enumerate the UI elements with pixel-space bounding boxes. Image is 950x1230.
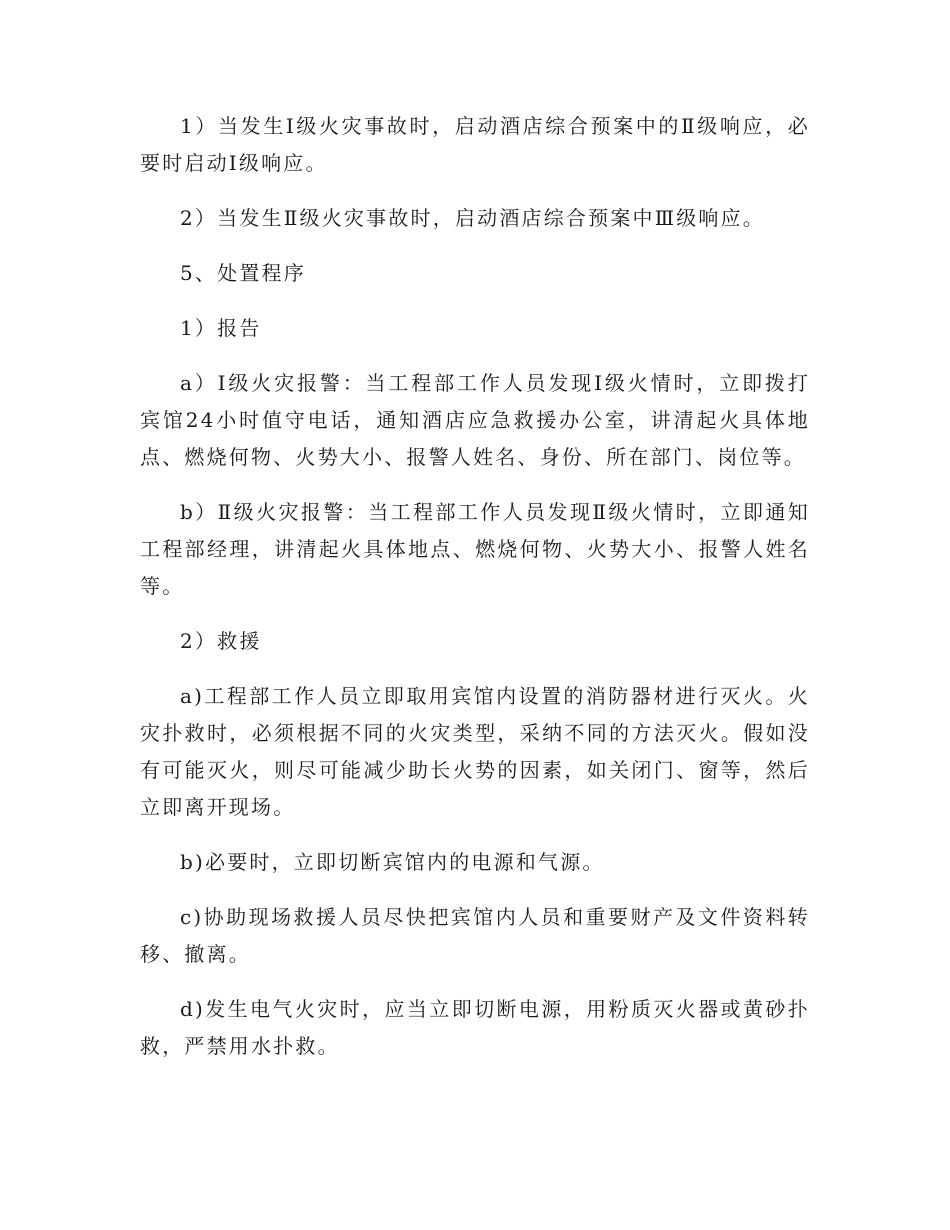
subheading-report: 1）报告	[180, 316, 262, 340]
paragraph-rescue-c: c)协助现场救援人员尽快把宾馆内人员和重要财产及文件资料转移、撤离。	[140, 905, 810, 966]
document-body	[140, 108, 810, 1083]
paragraph-fire-level-2-response: 2）当发生Ⅱ级火灾事故时，启动酒店综合预案中Ⅲ级响应。	[180, 206, 766, 230]
paragraph-rescue-b: b)必要时，立即切断宾馆内的电源和气源。	[180, 850, 605, 874]
paragraph-rescue-a: a)工程部工作人员立即取用宾馆内设置的消防器材进行灭火。火灾扑救时，必须根据不同的火灾类型，采纳不同的方法灭火。假如没有可能灭火，则尽可能减少助长火势的因素，如关闭门、窗等，然后立即离开现场。	[140, 684, 810, 819]
paragraph-rescue-d: d)发生电气火灾时，应当立即切断电源，用粉质灭火器或黄砂扑救，严禁用水扑救。	[140, 997, 810, 1058]
section-heading-procedure: 5、处置程序	[180, 261, 306, 285]
subheading-rescue: 2）救援	[180, 629, 262, 653]
paragraph-level-1-alarm: a）Ⅰ级火灾报警：当工程部工作人员发现Ⅰ级火情时，立即拨打宾馆24小时值守电话，通知酒店应急救援办公室，讲清起火具体地点、燃烧何物、火势大小、报警人姓名、身份、所在部门、岗位等。	[140, 371, 810, 469]
paragraph-level-2-alarm: b）Ⅱ级火灾报警：当工程部工作人员发现Ⅱ级火情时，立即通知工程部经理，讲清起火具体地点、燃烧何物、火势大小、报警人姓名等。	[140, 500, 810, 598]
paragraph-fire-level-1-response: 1）当发生Ⅰ级火灾事故时，启动酒店综合预案中的Ⅱ级响应，必要时启动Ⅰ级响应。	[140, 114, 810, 175]
